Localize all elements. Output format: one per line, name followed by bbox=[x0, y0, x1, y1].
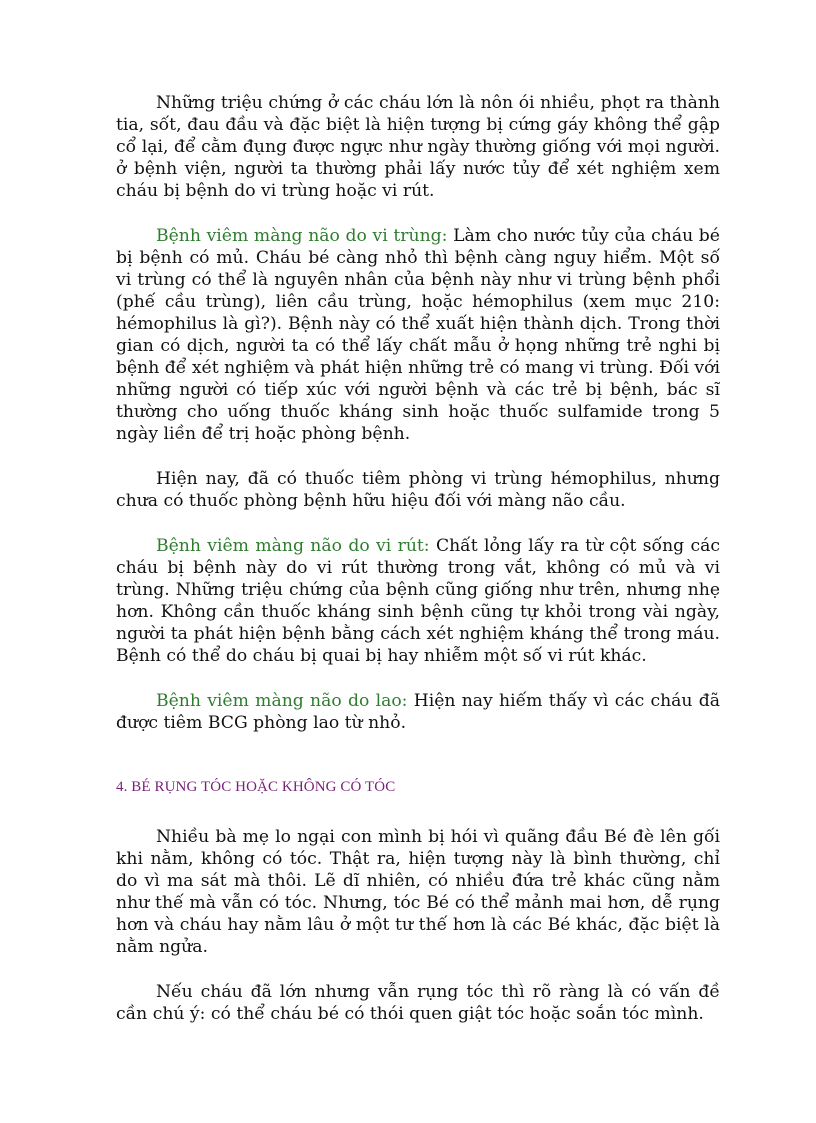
paragraph-tuberculous-meningitis bbox=[116, 690, 720, 734]
paragraph-viral-meningitis bbox=[116, 535, 720, 667]
paragraph-lead: Bệnh viêm màng não do lao: bbox=[156, 691, 408, 711]
paragraph-text: Những triệu chứng ở các cháu lớn là nôn ói nhiều, phọt ra thành tia, sốt, đau đầu và đặc biệt là hiện tượng bị cứng gáy không thể gập cổ lại, để cằm đụng được ngực như ngày thường giống với mọi người. ở bệnh viện, người ta thường phải lấy nước tủy để xét nghiệm xem cháu bị bệnh do vi trùng hoặc vi rút. bbox=[116, 93, 720, 201]
paragraph-bacterial-meningitis bbox=[116, 225, 720, 445]
paragraph-text: Làm cho nước tủy của cháu bé bị bệnh có mủ. Cháu bé càng nhỏ thì bệnh càng nguy hiểm. Một số vi trùng có thể là nguyên nhân của bệnh này như vi trùng bệnh phổi (phế cầu trùng), liên cầu trùng, hoặc hémophilus (xem mục 210: hémophilus là gì?). Bệnh này có thể xuất hiện thành dịch. Trong thời gian có dịch, người ta có thể lấy chất mẫu ở họng những trẻ nghi bị bệnh để xét nghiệm và phát hiện những trẻ có mang vi trùng. Đối với những người có tiếp xúc với người bệnh và các trẻ bị bệnh, bác sĩ thường cho uống thuốc kháng sinh hoặc thuốc sulfamide trong 5 ngày liền để trị hoặc phòng bệnh. bbox=[116, 226, 720, 444]
section-heading: 4. BÉ RỤNG TÓC HOẶC KHÔNG CÓ TÓC bbox=[116, 779, 396, 795]
paragraph-hair-loss: Nhiều bà mẹ lo ngại con mình bị hói vì quãng đầu Bé đè lên gối khi nằm, không có tóc. Thật ra, hiện tượng này là bình thường, chỉ do vì ma sát mà thôi. Lẽ dĩ nhiên, có nhiều đứa trẻ khác cũng nằm như thế mà vẫn có tóc. Nhưng, tóc Bé có thể mảnh mai hơn, dễ rụng hơn và cháu hay nằm lâu ở một tư thế hơn là các Bé khác, đặc biệt là nằm ngửa. bbox=[116, 827, 720, 957]
paragraph-symptoms bbox=[116, 92, 720, 202]
paragraph-lead: Bệnh viêm màng não do vi rút: bbox=[156, 536, 430, 556]
paragraph-lead: Bệnh viêm màng não do vi trùng: bbox=[156, 226, 448, 246]
paragraph-text: Hiện nay hiếm thấy vì các cháu đã được tiêm BCG phòng lao từ nhỏ. bbox=[116, 691, 720, 733]
paragraph-vaccine bbox=[116, 468, 720, 512]
paragraph-text: Hiện nay, đã có thuốc tiêm phòng vi trùng hémophilus, nhưng chưa có thuốc phòng bệnh hữu hiệu đối với màng não cầu. bbox=[116, 469, 720, 511]
paragraph-hair-loss-older: Nếu cháu đã lớn nhưng vẫn rụng tóc thì rõ ràng là có vấn đề cần chú ý: có thể cháu bé có thói quen giật tóc hoặc soắn tóc mình. bbox=[116, 982, 720, 1024]
paragraph-text: Chất lỏng lấy ra từ cột sống các cháu bị bệnh này do vi rút thường trong vắt, không có mủ và vi trùng. Những triệu chứng của bệnh cũng giống như trên, nhưng nhẹ hơn. Không cần thuốc kháng sinh bệnh cũng tự khỏi trong vài ngày, người ta phát hiện bệnh bằng cách xét nghiệm kháng thể trong máu. Bệnh có thể do cháu bị quai bị hay nhiễm một số vi rút khác. bbox=[116, 536, 720, 666]
